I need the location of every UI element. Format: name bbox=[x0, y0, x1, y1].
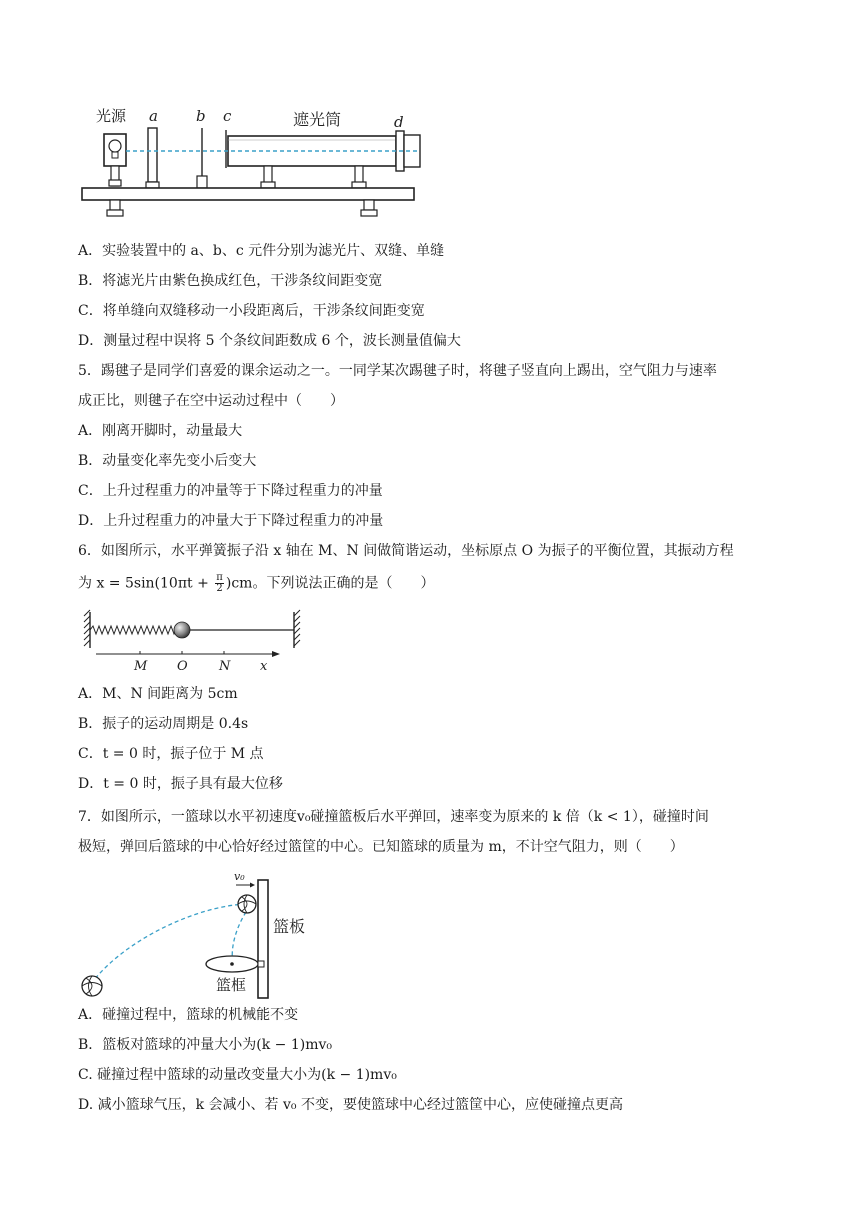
basketball-figure bbox=[78, 868, 318, 1000]
axis-x-label: x bbox=[260, 659, 268, 674]
basketball-bottom-icon bbox=[82, 976, 102, 996]
q5-stem-line2: 成正比，则毽子在空中运动过程中（ ） bbox=[78, 393, 344, 409]
backboard bbox=[258, 880, 268, 998]
q4-option-d: D．测量过程中误将 5 个条纹间距数成 6 个，波长测量值偏大 bbox=[78, 333, 461, 349]
x-axis-arrow bbox=[272, 651, 280, 657]
q5-stem-line1: 5．踢毽子是同学们喜爱的课余运动之一。一同学某次踢毽子时，将毽子竖直向上踢出，空气阻力与速率 bbox=[78, 363, 717, 379]
point-o-label: O bbox=[177, 659, 188, 674]
right-wall bbox=[294, 610, 300, 648]
q4-option-b: B．将滤光片由紫色换成红色，干涉条纹间距变宽 bbox=[78, 273, 383, 289]
q6-fraction-denominator: 2 bbox=[216, 583, 223, 594]
q5-option-a: A．刚离开脚时，动量最大 bbox=[78, 423, 243, 439]
q4-option-c: C．将单缝向双缝移动一小段距离后，干涉条纹间距变宽 bbox=[78, 303, 425, 319]
q6-stem-line2 bbox=[78, 573, 434, 594]
q7-stem-line1: 7．如图所示，一篮球以水平初速度v₀碰撞篮板后水平弹回，速率变为原来的 k 倍（k < 1），碰撞时间 bbox=[78, 809, 709, 825]
hoop bbox=[206, 956, 264, 972]
q7-option-b: B．篮板对篮球的冲量大小为(k − 1)mv₀ bbox=[78, 1037, 333, 1053]
q6-option-c: C．t = 0 时，振子位于 M 点 bbox=[78, 746, 264, 762]
basketball-top-icon bbox=[238, 895, 256, 913]
label-d: d bbox=[394, 113, 404, 131]
tube-label: 遮光筒 bbox=[293, 110, 342, 129]
q6-option-d: D．t = 0 时，振子具有最大位移 bbox=[78, 776, 283, 792]
q5-option-d: D．上升过程重力的冲量大于下降过程重力的冲量 bbox=[78, 513, 384, 529]
light-bulb-icon bbox=[104, 134, 126, 166]
light-source-label: 光源 bbox=[96, 107, 127, 125]
spring bbox=[90, 626, 180, 634]
light-tube bbox=[228, 131, 420, 188]
q6-option-b: B．振子的运动周期是 0.4s bbox=[78, 716, 249, 732]
q5-option-c: C．上升过程重力的冲量等于下降过程重力的冲量 bbox=[78, 483, 383, 499]
q6-equation-post: )cm。下列说法正确的是（ ） bbox=[225, 575, 435, 592]
q6-equation-pre: 为 x = 5sin(10πt + bbox=[78, 575, 214, 592]
q6-option-a: A．M、N 间距离为 5cm bbox=[78, 686, 238, 702]
element-b bbox=[197, 128, 207, 188]
q6-fraction bbox=[215, 573, 224, 594]
label-c: c bbox=[223, 107, 232, 125]
v0-label: v₀ bbox=[234, 870, 245, 883]
q4-option-a: A．实验装置中的 a、b、c 元件分别为滤光片、双缝、单缝 bbox=[78, 243, 445, 259]
q5-option-b: B．动量变化率先变小后变大 bbox=[78, 453, 257, 469]
optical-bench bbox=[82, 188, 414, 216]
q6-stem-line1: 6．如图所示，水平弹簧振子沿 x 轴在 M、N 间做简谐运动，坐标原点 O 为振子的平衡位置，其振动方程 bbox=[78, 543, 734, 559]
oscillator-ball bbox=[174, 622, 190, 638]
q7-option-c: C. 碰撞过程中篮球的动量改变量大小为(k − 1)mv₀ bbox=[78, 1067, 397, 1083]
q7-stem-line2: 极短，弹回后篮球的中心恰好经过篮筐的中心。已知篮球的质量为 m，不计空气阻力，则（ ） bbox=[78, 839, 684, 855]
element-a bbox=[146, 128, 159, 188]
label-a: a bbox=[149, 107, 158, 125]
interference-apparatus-figure bbox=[78, 100, 428, 228]
spring-oscillator-figure bbox=[82, 606, 312, 678]
hoop-label: 篮框 bbox=[216, 976, 247, 994]
left-wall bbox=[84, 610, 90, 648]
backboard-label: 篮板 bbox=[273, 917, 306, 936]
q7-option-d: D. 减小篮球气压，k 会减小、若 v₀ 不变，要使篮球中心经过篮筐中心，应使碰撞点更高 bbox=[78, 1097, 623, 1113]
point-n-label: N bbox=[219, 659, 231, 674]
label-b: b bbox=[196, 107, 206, 125]
point-m-label: M bbox=[134, 659, 148, 674]
q7-option-a: A．碰撞过程中，篮球的机械能不变 bbox=[78, 1007, 299, 1023]
q6-fraction-numerator: π bbox=[216, 572, 223, 583]
